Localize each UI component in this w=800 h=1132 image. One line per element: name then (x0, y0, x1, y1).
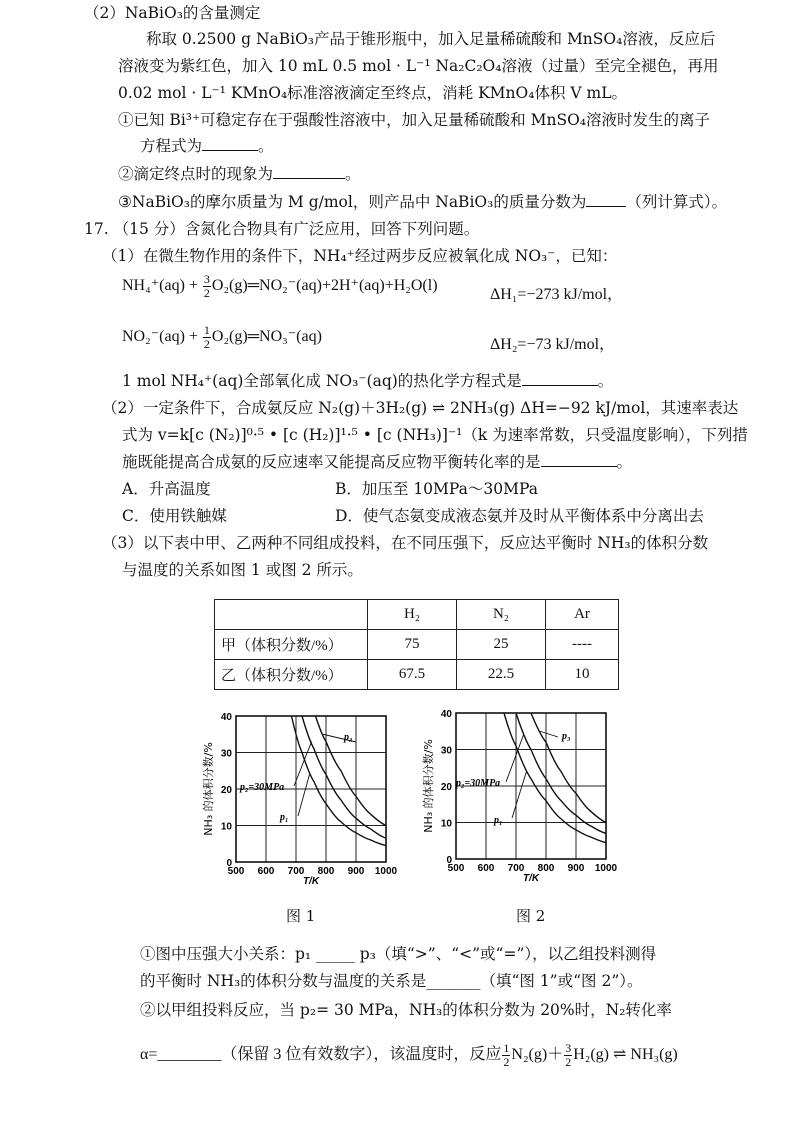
table-cell: 25 (457, 630, 546, 660)
option-c: C．使用铁触媒 (122, 507, 227, 525)
q16-text-line3: 0.02 mol · L⁻¹ KMnO₄标准溶液滴定至终点，消耗 KMnO₄体积 V mL。 (118, 84, 627, 102)
y-tick-label: 20 (220, 785, 232, 796)
x-tick-label: 500 (447, 863, 465, 874)
delta-h2: ΔH₂=−73 kJ/mol， (490, 336, 616, 353)
table-cell: 22.5 (457, 660, 546, 690)
y-tick-label: 20 (440, 782, 452, 793)
x-axis-label: T/K (302, 876, 320, 887)
y-tick-label: 30 (220, 748, 232, 760)
q17-title: 17. （15 分）含氮化合物具有广泛应用，回答下列问题。 (84, 220, 480, 238)
x-tick-label: 1000 (594, 863, 618, 874)
table-header-cell: H₂ (368, 600, 457, 630)
q16-text-line1: 称取 0.2500 g NaBiO₃产品于锥形瓶中，加入足量稀硫酸和 MnSO₄溶液，反应后 (146, 30, 716, 48)
q17-part2-line2: 式为 v=k[c (N₂)]⁰·⁵ • [c (H₂)]¹·⁵ • [c (NH₃)]⁻¹（k 为速率常数，只受温度影响），下列措 (122, 426, 748, 444)
series-label-leader (294, 742, 312, 786)
x-tick-label: 1000 (374, 866, 398, 877)
y-tick-label: 40 (440, 709, 452, 720)
option-a: A．升高温度 (122, 480, 211, 498)
x-tick-label: 700 (507, 863, 525, 874)
x-tick-label: 500 (227, 866, 245, 877)
series-line-2 (516, 713, 606, 833)
q17-part3-sub1-line1: ①图中压强大小关系：p₁ _____ p₃（填“>”、“<”或“=”），以乙组投料测得 (140, 945, 657, 963)
y-tick-label: 0 (226, 858, 232, 869)
q16-text-line2: 溶液变为紫红色，加入 10 mL 0.5 mol · L⁻¹ Na₂C₂O₄溶液（过量）至完全褪色，再用 (118, 57, 719, 75)
x-tick-label: 700 (287, 866, 305, 877)
series-label: p₁ (494, 815, 503, 826)
q16-part2-heading: （2）NaBiO₃的含量测定 (84, 4, 261, 22)
q17-part3-line2: 与温度的关系如图 1 或图 2 所示。 (122, 561, 363, 579)
series-label: p₃ (344, 732, 353, 743)
y-tick-label: 10 (440, 818, 452, 830)
series-line-3 (531, 713, 606, 823)
series-label-leader (512, 771, 527, 818)
figure-1-caption: 图 1 (286, 907, 316, 925)
y-tick-label: 10 (220, 821, 232, 833)
series-label: p₃ (562, 731, 571, 742)
q17-part2-line3: 施既能提高合成氨的反应速率又能提高反应物平衡转化率的是 。 (122, 453, 633, 471)
chart-figure-2 (406, 703, 618, 889)
option-d: D．使气态氨变成液态氨并及时从平衡体系中分离出去 (335, 507, 704, 525)
table-cell: 甲（体积分数/%） (215, 630, 368, 660)
q17-part1-question: 1 mol NH₄⁺(aq)全部氧化成 NO₃⁻(aq)的热化学方程式是 。 (122, 372, 614, 390)
y-tick-label: 0 (446, 855, 452, 866)
table-cell: 75 (368, 630, 457, 660)
series-label: p₁ (280, 812, 289, 823)
q17-part3-sub1-line2: 的平衡时 NH₃的体积分数与温度的关系是_______（填“图 1”或“图 2”）。 (140, 972, 643, 990)
q16-sub1-line2: 方程式为 。 (140, 137, 274, 155)
table-row (215, 660, 619, 690)
figure-2-caption: 图 2 (516, 907, 546, 925)
x-tick-label: 600 (257, 866, 275, 877)
chart-figure-1 (188, 706, 398, 892)
table-header-cell: Ar (546, 600, 619, 630)
y-tick-label: 30 (440, 745, 452, 757)
table-cell: 10 (546, 660, 619, 690)
table-row (215, 630, 619, 660)
q17-part2-line1: （2）一定条件下，合成氨反应 N₂(g)＋3H₂(g) ⇌ 2NH₃(g) ΔH=−92 kJ/mol，其速率表达 (102, 399, 739, 417)
option-b: B．加压至 10MPa～30MPa (335, 480, 538, 498)
x-tick-label: 800 (537, 863, 555, 874)
x-tick-label: 800 (317, 866, 335, 877)
feed-composition-table (214, 599, 619, 690)
q16-sub1-line1: ①已知 Bi³⁺可稳定存在于强酸性溶液中，加入足量稀硫酸和 MnSO₄溶液时发生的离子 (118, 111, 710, 129)
x-tick-label: 600 (477, 863, 495, 874)
table-header-cell: N₂ (457, 600, 546, 630)
delta-h1: ΔH₁=−273 kJ/mol， (490, 286, 624, 303)
series-label-leader (298, 774, 310, 816)
series-label: p₂=30MPa (456, 778, 501, 789)
table-cell: ---- (546, 630, 619, 660)
x-tick-label: 900 (347, 866, 365, 877)
y-tick-label: 40 (220, 712, 232, 723)
y-axis-label: NH₃ 的体积分数/% (202, 742, 215, 836)
series-line-1 (292, 716, 387, 846)
x-tick-label: 900 (567, 863, 585, 874)
thermo-equation-1: NH₄⁺(aq) + $\frac{3}{2}$ O₂(g)═NO₂⁻(aq)+2H⁺(aq)+H₂O(l) (122, 272, 438, 300)
q17-part3-sub2-line1: ②以甲组投料反应，当 p₂= 30 MPa，NH₃的体积分数为 20%时，N₂转化率 (140, 1001, 672, 1019)
q17-part3-sub2-line2: α=________（保留 3 位有效数字），该温度时，反应 $\frac{1}{2}$ N₂(g)＋ $\frac{3}{2}$ H₂(g) ⇌ NH₃(g) (140, 1040, 678, 1069)
series-line-1 (504, 713, 606, 843)
thermo-equation-2: NO₂⁻(aq) + $\frac{1}{2}$ O₂(g)═NO₃⁻(aq) (122, 323, 322, 351)
x-axis-label: T/K (522, 873, 540, 884)
q17-part3-line1: （3）以下表中甲、乙两种不同组成投料，在不同压强下，反应达平衡时 NH₃的体积分数 (102, 534, 709, 552)
y-axis-label: NH₃ 的体积分数/% (422, 739, 435, 833)
table-header-cell (215, 600, 368, 630)
q17-part1-intro: （1）在微生物作用的条件下，NH₄⁺经过两步反应被氧化成 NO₃⁻，已知： (102, 247, 618, 265)
q16-sub3: ③NaBiO₃的摩尔质量为 M g/mol，则产品中 NaBiO₃的质量分数为 （列计算式）。 (118, 193, 728, 211)
table-header-row (215, 600, 619, 630)
q16-sub2: ②滴定终点时的现象为 。 (118, 165, 361, 183)
series-label: p₂=30MPa (240, 782, 285, 793)
table-cell: 67.5 (368, 660, 457, 690)
table-cell: 乙（体积分数/%） (215, 660, 368, 690)
